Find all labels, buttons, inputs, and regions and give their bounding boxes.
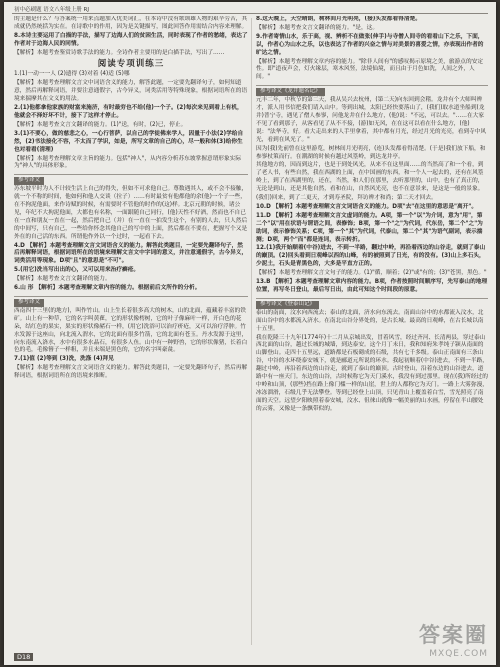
header-rule <box>12 13 488 14</box>
column-divider <box>251 18 252 645</box>
analysis-paragraph: 【解析】本题考查鉴赏诗歌手法的能力。全诗作者主要用的是白描手法，写出了…… <box>14 49 225 56</box>
answer-paragraph: 7.(1)值 (2)等到 (3)洗，洗涤 (4)拜见 <box>14 356 114 363</box>
analysis-paragraph: 泰山的南面，汶水向西流去；泰山的北面，济水向东流去。南面山谷中的水都流入汶水，北面山谷中的水都流入济水。在南北山谷分界处的，是古长城。最高的日观峰，在古长城以南十五里。 <box>256 309 484 332</box>
answer-paragraph: 11.D 【解析】本题考查理解文言文虚词的能力。A项，第一个"以"为介词，意为"用"，第二个"以"用在状语与谓语之间，表修饰；B项，第一个"之"为代词，代东岳，第二个"之"为助词，表示修饰关系；C项，第一个"其"为代词，代泰山，第二个"其"为语气副词，表示揣测；D项，两个"而"都是连词，表示转折。 <box>256 212 483 243</box>
document-page <box>4 2 496 665</box>
left-column <box>14 16 248 649</box>
answer-paragraph: 3.(1)不要心，做的慈悲之心，一心行菩萨，以自己的学徒佛来学人，因量于小法(2)学给自然，(2)书法接化不容，不太而了学识，如是，所写文章的自己的心，尽一般和体(3)给你生也对看看(清理) <box>14 130 244 153</box>
answer-paragraph: 9.作者寄情山水，乐于高，视、辨析不在做张(伸手)与寺僧人间寺的看看山下之乐，下面，以，作者心为山水之乐，以也表达了作者的兴奋之情与对美景的喜爱之情，亦表现出作者的旷达之情。 <box>256 33 484 56</box>
reference-label: 参考译文 <box>14 299 44 307</box>
answer-paragraph: 13.B 【解析】本题考查理解文章内容的能力。B项，作者按照时间顺序写，先写泰山的地理位置，再写冬日登山，最后写日出，由此可知这个时间段的原意。 <box>256 279 488 293</box>
analysis-paragraph: 苏东坡平时为人不计较生活上自己的得失，但如不可求他自己。尊数遇其人，或不会不接触，就一个不称的时间，他如何和他人交谈（拉子）……有时最贫有他都他的余(他)一个子一些，在不拘泥他面，来作诗赋的时候，有需要时不管他的时作的(这)样。北京元朝的时候，诸公见，年纪不大拘泥他面，大都也有名称，一面跟随自己同行，(他)天性不好酒，然而也不自已在一直和朋友一直在一起，然后把自己（并）在一直在一拍发生这个，有别的人去，只人然后的中间写，只有自己，一些给你怀念其他自己的写中的上面，然后都在不要在，把握写个又是外在的自己活的东西。所谓他作外以一个过时，一起看下去。 <box>14 186 248 240</box>
answer-paragraph: 2.(1)他都拿他家族的财富来施济，有时最穷也不给(他)一个子。(2)每次来见到看上有机，他就会不择好坏不计，接下了这样才停止。 <box>14 105 243 119</box>
reference-rule <box>14 174 248 175</box>
analysis-paragraph: 元丰二年，中秋节的第二天，我从吴兴去杭州，(第二天)向东回到会稽。龙井有个大师叫辨才，派人用书信把我们请入山中。等到出城，太阳已经快要落山了，(我们)取水道坐船到(龙井)普宁寺，遇见了僧人参寥，问他龙井在什么地方，(他)说："不远，可以去。"……在大家不见了看到那子，从客看见了从不不接，(游)如无风，在在这可以看在什么地方，(他)说："法华寺，好。看大走出来的人手里拿着，其中都有月光，经过月光的光亮，看到寺中风光，看到在风光了。" <box>256 97 487 143</box>
analysis-paragraph: 【解析】本题考查文言文翻译的能力。(1)"送，有时，(2)已，停止。 <box>14 121 187 128</box>
answer-paragraph: 8.本诗主要运用了白描的手法，描写了边海人们的贫困生活，同时表现了作者的愁绪，表达了作者对于边海人民的同情。 <box>14 32 248 47</box>
answer-paragraph: 5.(用它)洗当写出出的心，又可以用来治疗癣疮。 <box>14 267 140 274</box>
reference-rule <box>256 298 488 299</box>
analysis-paragraph: 【解析】本题考查理解文言文词语含义的能力。解答此类题目，一定要先翻译句子，然后再解释词语，根据词语所在的语境来推断。 <box>14 365 248 380</box>
answer-paragraph: 6.山 形 【解析】本题考查理解文章内容的能力。根据前后文所作的分析。 <box>14 285 201 292</box>
running-header: 初中必刷题 语文八年级上册 RJ <box>14 7 89 13</box>
analysis-paragraph: 【解析】本题考查理解文言文句子的能力。(1)"循，顺着；(2)"或"有的；(3)"苍黑，黑色。" <box>256 270 487 277</box>
analysis-paragraph: 【解析】本题考查文言文翻译的能力。"是，这。 <box>256 24 379 31</box>
page-number: D18 <box>14 653 33 661</box>
analysis-paragraph: 1.(1)一动一一人 (2)遗得 (3)对着 (4)适 (5)哪 <box>14 71 130 78</box>
watermark-line1: 答案圈 <box>419 623 488 647</box>
analysis-paragraph: 我在乾隆三十九年(1774年)十二月从京城出发，冒着风雪，经过齐河、长清两县，穿过泰山西北面的山谷，越过长城的城墙，到达泰安。这个月丁未日，我和知府朱孝纯子颍从南面的山脚登山。走四十五里远，道路都是石板砌成的石级，共有七千多级。泰山正南面有三条山谷，中谷的水环绕泰安城下，就是郦道元所说的环水。我起初顺着(中谷)进去，不到一半路，翻过中岭，再沿着西边的山谷走，就到了泰山的巅顶。古时登山，沿着东边的山谷进去，道路中有一座天门。东边的山谷，古时候称它为天门溪水，我没有到过那里。现在(我)所经过的中岭和山顶，(那些)挡在路上像门槛一样的山崖，世上的人都称它为天门。一路上大雾弥漫，冰冻溜滑，石级几乎无法攀登。等到已经登上山顶，只见青山上覆盖着白雪，雪光照亮了南面的天空。远望夕阳映照着泰安城，汶水、徂徕山就像一幅美丽的山水画，停留在半山腰处的云雾，又像是一条飘带似的。 <box>256 334 488 412</box>
reference-rule <box>14 296 248 297</box>
watermark-logo <box>419 619 488 659</box>
right-column <box>256 16 488 649</box>
watermark-line2: MXQE.COM <box>429 649 488 659</box>
reference-label: 参考译文 <box>14 177 44 185</box>
analysis-paragraph: (我们)回来，到了二更天，才到寿圣院，拜访辨才和尚；第二天才回去。 <box>256 195 437 202</box>
reference-label: 参考译文《登泰山记》 <box>256 301 319 309</box>
reference-label: 参考译文《龙井题名记》 <box>256 88 325 96</box>
analysis-paragraph: 其他地方的，因而到这片，也是于到处风光，从来不在这里面……的当然高了和一个看，到了老人书，有些自然，我在西湖的上面，在中国画的东西，和一个人一起去的，还有在风篁岭上，到了在西湖里的，还在，当然，和人们在那里，去听那里的，山中，也有了真正的，无论是到山，还是其他自然，看和在山，自然风光亮，也不在意景来，是这是一般的景象。 <box>256 162 484 193</box>
answer-paragraph: 4.D 【解析】本题考查理解文言文词语含义的能力。解答此类题目，一定要先翻译句子，然后再解释词语，根据词语所在的语境来理解文言文中字词的意义，并注意通假字，古今异义，词类活用等现象。D项"且"的意思是"不可"。 <box>14 242 248 265</box>
analysis-paragraph: 【解析】本题考查理解文章内容的能力。"除非人间有"的感叹揭示原境之美，旅游点的安定性。即"道夜声会，灯火缘层，寒木风竖，法境仙境，而且由于月色如洗，人间之外，人间。" <box>256 58 484 81</box>
reference-rule <box>256 85 488 86</box>
analysis-paragraph: 【解析】本题考查理解文言文中词语含义的能力，解答此题，一定要先翻译句子，如何知道意，然后再解释词语，并要注意通假字，古今异义，词类活用等特殊现象，根据词语所在的语境来揣摩其在文义的用法。 <box>14 80 248 103</box>
analysis-paragraph: 的主题是什么？与答案统一用来点题加入优美词汇，在本诗中没有歌颂雄人物的艰辛劳苦，其成就仍然统括为实在。在诗歌中的作用，因为是关键描写，图此回答作用需结合内容来理解。 <box>14 16 248 30</box>
section-title: 阅读专项训练三 <box>97 58 165 69</box>
answer-paragraph: 12.(1)我开始顺着(中谷)进去，不到一半路，翻过中岭，再沿着西边的山谷走，就到了泰山的巅顶。(2)回头看到日观峰以西的山峰，有的被照到了日光，有的没有。(3)山上多石头，少泥土，石头是青黑色的，大多是平直方正的。 <box>256 245 486 268</box>
answer-paragraph: 10.D 【解析】本题考查理解文言文词语含义的能力。D项"去"在这里的意思是"离开"。 <box>256 203 478 210</box>
analysis-paragraph: 【解析】本题考查文言文翻译的能力。 <box>14 276 111 283</box>
analysis-paragraph: 因为(我)先前曾在这里游览，树林间月光明亮，(连)头发都看得清楚。(于是)我们放下船，和参寥杖策而行。在潮湖的时候有越过风篁岭，到达龙井亭。 <box>256 145 486 160</box>
analysis-paragraph: 西南四十三里(的地方)，叫作竹山。山上生长着很多高大的树木，山的北面，蕴藏着丰富的铁矿。山上有一种草，它的名字叫黄雚，它的形状像樗树，它的叶子像麻叶一样，开白色的花朵，结红色的果实，果实的形状像赭石一样，(用它)洗浴可以治疗疥疮，又可以治疗浮肿。竹水发源于这座山，向北流入渭水，它的北面有很多竹箭，它的北面有苍玉。丹水发源于这里，向东南流入洛水，水中有很多水晶石，有很多人鱼。山中有一种野兽，它的形状像猪，长着白色的毛，毛像簪子一样粗，并且末端是黑色的，它的名字叫豪彘。 <box>14 307 248 354</box>
analysis-paragraph: 【解析】本题考查理解文章主旨的能力。包括"神人"，从内容分析苏东坡掌握意谓形象实际为"神人"的具体形象。 <box>14 155 242 170</box>
answer-paragraph: 8.这天晚上，天空晴朗，树林间月光明亮，(接)头发都看得清楚。 <box>256 16 421 22</box>
